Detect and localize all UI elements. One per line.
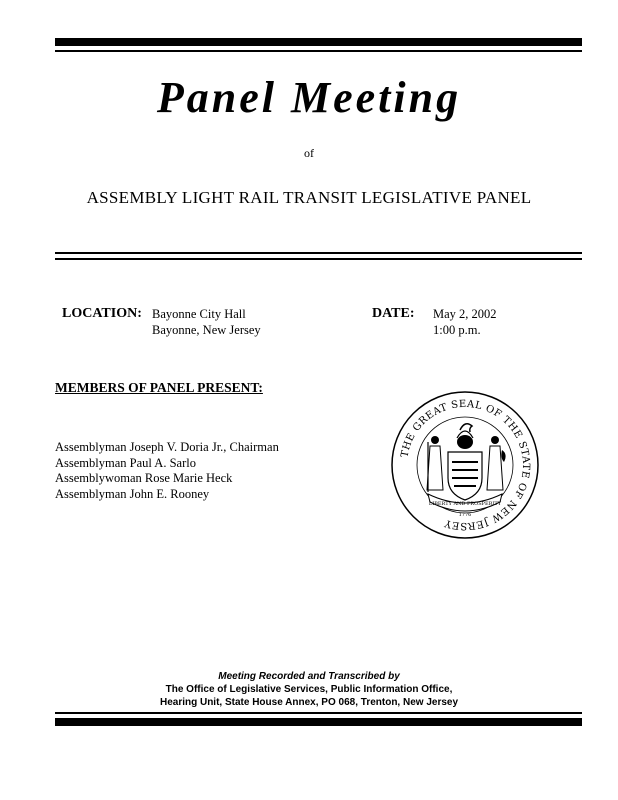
- footer-line-3: Hearing Unit, State House Annex, PO 068, Trenton, New Jersey: [159, 697, 459, 708]
- footer-credit: [0, 670, 618, 709]
- date-value: [433, 306, 497, 338]
- location-value: [152, 306, 261, 338]
- location-line-1: Bayonne City Hall: [152, 307, 246, 321]
- location-label: LOCATION:: [62, 306, 142, 321]
- seal-ring-text: THE GREAT SEAL OF THE STATE OF NEW JERSEY: [399, 398, 532, 532]
- bottom-rule-thin: [55, 712, 582, 714]
- footer-line-1: Meeting Recorded and Transcribed by: [218, 671, 400, 682]
- date-line-2: 1:00 p.m.: [433, 323, 481, 337]
- member-item: Assemblywoman Rose Marie Heck: [55, 471, 233, 485]
- top-rule-thin: [55, 50, 582, 52]
- middle-rule-thin: [55, 252, 582, 254]
- members-heading: MEMBERS OF PANEL PRESENT:: [55, 380, 263, 395]
- member-item: Assemblyman Paul A. Sarlo: [55, 455, 196, 470]
- seal-year: 1776: [458, 512, 472, 518]
- panel-name: ASSEMBLY LIGHT RAIL TRANSIT LEGISLATIVE PANEL: [86, 188, 532, 207]
- footer-line-2: The Office of Legislative Services, Public Information Office,: [165, 684, 453, 695]
- member-item: Assemblyman Joseph V. Doria Jr., Chairman: [55, 440, 279, 454]
- of-text: of: [304, 146, 314, 160]
- date-line-1: May 2, 2002: [433, 307, 497, 321]
- top-rule-thick: [55, 38, 582, 46]
- middle-rule-thin-2: [55, 258, 582, 260]
- member-item: Assemblyman John E. Rooney: [55, 486, 210, 501]
- state-seal-icon: [390, 390, 540, 540]
- members-list: [55, 440, 279, 502]
- seal-ribbon-text: LIBERTY AND PROSPERITY: [428, 501, 502, 507]
- page-title: Panel Meeting: [156, 73, 462, 122]
- location-line-2: Bayonne, New Jersey: [152, 323, 261, 337]
- date-label: DATE:: [372, 306, 415, 321]
- bottom-rule-thick: [55, 718, 582, 726]
